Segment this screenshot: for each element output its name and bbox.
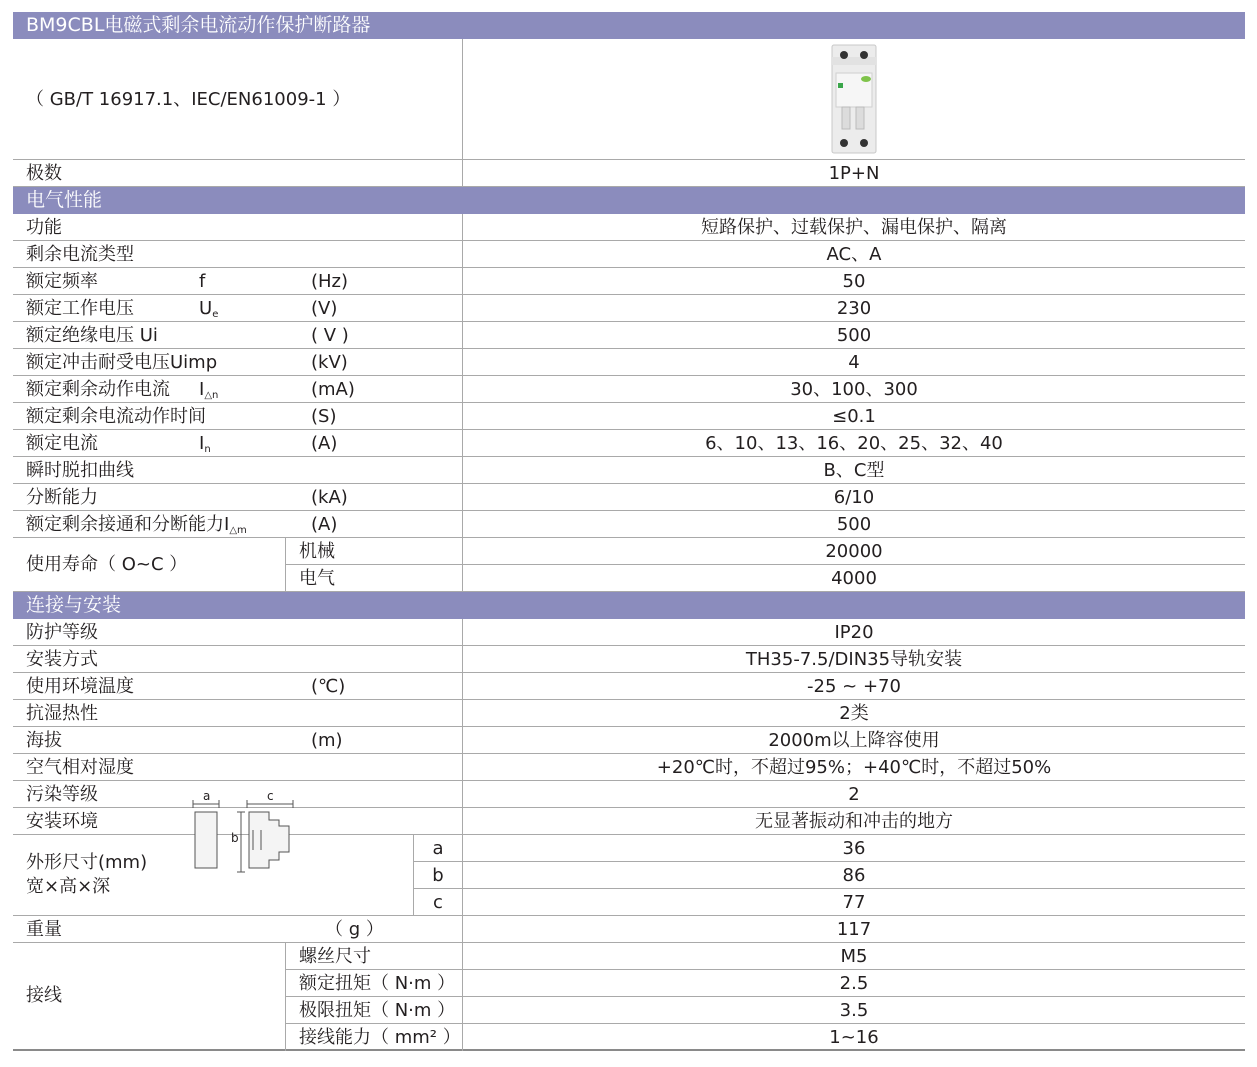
row-label-text: 瞬时脱扣曲线 xyxy=(26,460,134,481)
row-label xyxy=(26,214,62,241)
connection-row xyxy=(13,673,1245,700)
breaker-image xyxy=(824,43,884,155)
row-label xyxy=(26,430,98,457)
electrical-row xyxy=(13,214,1245,241)
row-label-sub: △m xyxy=(229,525,247,536)
wiring-max-torque-label: 极限扭矩（ N·m ） xyxy=(285,997,462,1024)
connection-row xyxy=(13,727,1245,754)
row-unit: (A) xyxy=(311,433,338,454)
row-label-text: 额定剩余电流动作时间 xyxy=(26,406,206,427)
weight-label: 重量 xyxy=(26,919,62,940)
dimensions-label xyxy=(26,835,147,915)
life-group xyxy=(13,538,1245,592)
wiring-group xyxy=(13,943,1245,1051)
row-label-text: 额定频率 xyxy=(26,271,98,292)
weight-unit: （ g ） xyxy=(325,919,384,940)
electrical-row xyxy=(13,457,1245,484)
weight-value: 117 xyxy=(462,916,1245,942)
wiring-max-torque-value: 3.5 xyxy=(462,997,1245,1024)
row-label-text: 额定冲击耐受电压Uimp xyxy=(26,352,218,373)
row-value: 2000m以上降容使用 xyxy=(462,727,1245,753)
row-symbol-sub: △n xyxy=(204,390,219,401)
row-label: 海拔 xyxy=(26,730,62,751)
row-value: 2类 xyxy=(462,700,1245,726)
row-label xyxy=(26,268,98,295)
connection-row xyxy=(13,754,1245,781)
poles-label: 极数 xyxy=(26,163,62,184)
row-value: +20℃时，不超过95%；+40℃时，不超过50% xyxy=(462,754,1245,780)
dim-a-label: a xyxy=(413,835,462,862)
row-label xyxy=(26,241,134,268)
row-symbol-text: I xyxy=(199,379,205,400)
row-value: 500 xyxy=(462,511,1245,537)
row-label xyxy=(26,322,158,349)
electrical-row xyxy=(13,349,1245,376)
row-value: 6/10 xyxy=(462,484,1245,510)
row-label-text: 额定绝缘电压 Ui xyxy=(26,325,158,346)
electrical-row xyxy=(13,376,1245,403)
wiring-capacity-value: 1~16 xyxy=(462,1024,1245,1051)
row-symbol xyxy=(199,430,211,457)
row-value: IP20 xyxy=(462,619,1245,645)
row-symbol-text: f xyxy=(199,271,206,292)
dimensions-label-line2: 宽×高×深 xyxy=(26,876,111,897)
row-unit: (m) xyxy=(311,730,343,751)
wiring-label: 接线 xyxy=(26,985,62,1006)
electrical-row xyxy=(13,241,1245,268)
row-unit: (kA) xyxy=(311,487,348,508)
row-label: 空气相对湿度 xyxy=(26,757,134,778)
dim-b-label: b xyxy=(413,862,462,889)
section-electrical: 电气性能 xyxy=(13,187,1245,214)
row-label-text: 额定剩余接通和分断能力I xyxy=(26,514,230,535)
dim-b-value: 86 xyxy=(462,862,1245,889)
diagram-label-b: b xyxy=(231,831,239,845)
life-electrical-label: 电气 xyxy=(285,565,462,592)
standard-text: （ GB/T 16917.1、IEC/EN61009-1 ） xyxy=(26,89,351,110)
wiring-capacity-label: 接线能力（ mm² ） xyxy=(285,1024,462,1051)
life-electrical-value: 4000 xyxy=(462,565,1245,592)
product-image-cell xyxy=(462,39,1245,160)
wiring-max-torque-row xyxy=(285,996,1245,1023)
row-symbol-text: I xyxy=(199,433,205,454)
spec-sheet xyxy=(13,12,1245,1051)
dimension-diagram xyxy=(191,790,301,880)
row-value: AC、A xyxy=(462,241,1245,267)
wiring-screw-value: M5 xyxy=(462,943,1245,970)
row-value: 2 xyxy=(462,781,1245,807)
row-label-text: 功能 xyxy=(26,217,62,238)
dim-a-row xyxy=(413,835,1245,862)
diagram-label-c: c xyxy=(267,789,274,803)
row-label: 安装方式 xyxy=(26,649,98,670)
row-label: 使用环境温度 xyxy=(26,676,134,697)
life-label: 使用寿命（ O~C ） xyxy=(26,553,188,575)
row-label: 抗湿热性 xyxy=(26,703,98,724)
row-unit: (Hz) xyxy=(311,271,349,292)
row-label-text: 额定电流 xyxy=(26,433,98,454)
weight-row xyxy=(13,916,1245,943)
electrical-row xyxy=(13,268,1245,295)
diagram-label-a: a xyxy=(203,789,211,803)
wiring-rated-torque-row xyxy=(285,969,1245,996)
dimensions-label-line1: 外形尺寸(mm) xyxy=(26,852,148,873)
connection-row xyxy=(13,646,1245,673)
connection-row xyxy=(13,619,1245,646)
life-mechanical-value: 20000 xyxy=(462,538,1245,565)
electrical-row xyxy=(13,403,1245,430)
row-label xyxy=(26,484,98,511)
wiring-screw-label: 螺丝尺寸 xyxy=(285,943,462,970)
row-label-text: 额定剩余动作电流 xyxy=(26,379,170,400)
row-value: 4 xyxy=(462,349,1245,375)
row-unit: (mA) xyxy=(311,379,355,400)
wiring-rated-torque-value: 2.5 xyxy=(462,970,1245,997)
row-label xyxy=(26,349,217,376)
row-symbol xyxy=(199,376,218,403)
row-value: 50 xyxy=(462,268,1245,294)
row-unit: (kV) xyxy=(311,352,348,373)
life-mechanical-label: 机械 xyxy=(285,538,462,565)
row-label: 安装环境 xyxy=(26,811,98,832)
row-label: 防护等级 xyxy=(26,622,98,643)
row-value: 短路保护、过载保护、漏电保护、隔离 xyxy=(462,214,1245,240)
row-unit: (A) xyxy=(311,514,338,535)
row-label xyxy=(26,376,170,403)
wiring-rated-torque-label: 额定扭矩（ N·m ） xyxy=(285,970,462,997)
row-label-text: 分断能力 xyxy=(26,487,98,508)
row-value: ≤0.1 xyxy=(462,403,1245,429)
row-value: 500 xyxy=(462,322,1245,348)
connection-row xyxy=(13,700,1245,727)
row-label-text: 剩余电流类型 xyxy=(26,244,134,265)
dim-c-label: c xyxy=(413,889,462,916)
row-symbol xyxy=(199,268,205,295)
row-symbol xyxy=(199,295,218,322)
row-symbol-sub: e xyxy=(212,309,219,320)
wiring-screw-row xyxy=(285,943,1245,970)
electrical-row xyxy=(13,322,1245,349)
row-value: 30、100、300 xyxy=(462,376,1245,402)
life-mechanical-row xyxy=(285,538,1245,565)
row-label xyxy=(26,295,134,322)
row-unit: (V) xyxy=(311,298,338,319)
electrical-row xyxy=(13,295,1245,322)
product-title: BM9CBL电磁式剩余电流动作保护断路器 xyxy=(13,12,1245,39)
row-label-text: 额定工作电压 xyxy=(26,298,134,319)
dim-b-row xyxy=(413,861,1245,888)
wiring-capacity-row xyxy=(285,1023,1245,1050)
electrical-row xyxy=(13,511,1245,538)
standard-row xyxy=(13,39,1245,160)
row-label xyxy=(26,403,206,430)
electrical-rows xyxy=(13,214,1245,538)
row-label xyxy=(26,511,247,538)
row-value: -25 ~ +70 xyxy=(462,673,1245,699)
life-electrical-row xyxy=(285,564,1245,591)
row-unit: (S) xyxy=(311,406,337,427)
section-connection: 连接与安装 xyxy=(13,592,1245,619)
row-value: 6、10、13、16、20、25、32、40 xyxy=(462,430,1245,456)
row-value: TH35-7.5/DIN35导轨安装 xyxy=(462,646,1245,672)
row-unit: (℃) xyxy=(311,676,346,697)
poles-row xyxy=(13,160,1245,187)
poles-value: 1P+N xyxy=(462,160,1245,186)
row-value: 无显著振动和冲击的地方 xyxy=(462,808,1245,834)
row-value: B、C型 xyxy=(462,457,1245,483)
dim-c-row xyxy=(413,888,1245,915)
row-label: 污染等级 xyxy=(26,784,98,805)
row-label xyxy=(26,457,134,484)
row-unit: ( V ) xyxy=(311,325,349,346)
electrical-row xyxy=(13,484,1245,511)
electrical-row xyxy=(13,430,1245,457)
row-symbol-sub: n xyxy=(204,444,211,455)
dim-c-value: 77 xyxy=(462,889,1245,916)
dim-a-value: 36 xyxy=(462,835,1245,862)
row-value: 230 xyxy=(462,295,1245,321)
row-symbol-text: U xyxy=(199,298,213,319)
